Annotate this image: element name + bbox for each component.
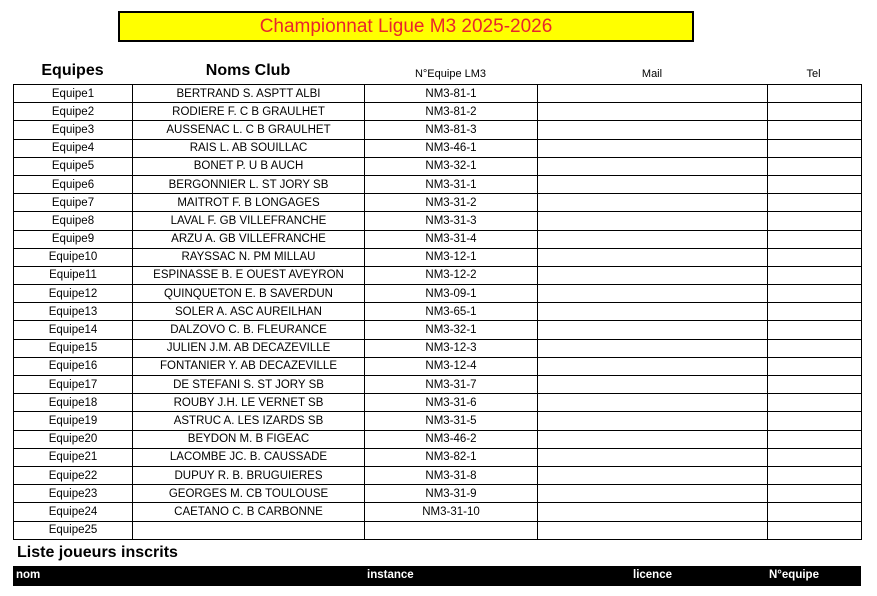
cell-equipe: Equipe18 bbox=[14, 394, 133, 412]
cell-nom: CAETANO C. B CARBONNE bbox=[133, 503, 365, 521]
table-row bbox=[14, 85, 862, 103]
document-title: Championnat Ligue M3 2025-2026 bbox=[118, 11, 694, 42]
header-mail: Mail bbox=[641, 68, 663, 80]
cell-tel bbox=[768, 285, 862, 303]
cell-mail bbox=[538, 521, 768, 539]
joueurs-col-nom: nom bbox=[16, 569, 41, 581]
cell-mail bbox=[538, 448, 768, 466]
header-noms-club: Noms Club bbox=[205, 62, 291, 79]
cell-nom: RAIS L. AB SOUILLAC bbox=[133, 139, 365, 157]
cell-equipe: Equipe17 bbox=[14, 376, 133, 394]
cell-numero: NM3-46-2 bbox=[365, 430, 538, 448]
cell-mail bbox=[538, 285, 768, 303]
cell-mail bbox=[538, 466, 768, 484]
cell-equipe: Equipe24 bbox=[14, 503, 133, 521]
cell-numero: NM3-65-1 bbox=[365, 303, 538, 321]
cell-tel bbox=[768, 503, 862, 521]
cell-numero: NM3-81-2 bbox=[365, 103, 538, 121]
header-equipes: Equipes bbox=[41, 62, 104, 79]
cell-nom: AUSSENAC L. C B GRAULHET bbox=[133, 121, 365, 139]
cell-equipe: Equipe14 bbox=[14, 321, 133, 339]
cell-mail bbox=[538, 503, 768, 521]
cell-numero bbox=[365, 521, 538, 539]
cell-numero: NM3-32-1 bbox=[365, 157, 538, 175]
cell-mail bbox=[538, 103, 768, 121]
table-row bbox=[14, 503, 862, 521]
cell-equipe: Equipe21 bbox=[14, 448, 133, 466]
table-row bbox=[14, 466, 862, 484]
cell-equipe: Equipe1 bbox=[14, 85, 133, 103]
cell-numero: NM3-46-1 bbox=[365, 139, 538, 157]
table-row bbox=[14, 339, 862, 357]
cell-tel bbox=[768, 376, 862, 394]
cell-equipe: Equipe3 bbox=[14, 121, 133, 139]
cell-numero: NM3-31-9 bbox=[365, 485, 538, 503]
cell-equipe: Equipe8 bbox=[14, 212, 133, 230]
cell-nom: RODIERE F. C B GRAULHET bbox=[133, 103, 365, 121]
cell-tel bbox=[768, 412, 862, 430]
cell-equipe: Equipe5 bbox=[14, 157, 133, 175]
cell-nom: DUPUY R. B. BRUGUIERES bbox=[133, 466, 365, 484]
table-row bbox=[14, 376, 862, 394]
cell-mail bbox=[538, 339, 768, 357]
cell-numero: NM3-31-6 bbox=[365, 394, 538, 412]
cell-tel bbox=[768, 103, 862, 121]
cell-equipe: Equipe19 bbox=[14, 412, 133, 430]
table-row bbox=[14, 212, 862, 230]
cell-equipe: Equipe7 bbox=[14, 194, 133, 212]
cell-mail bbox=[538, 85, 768, 103]
teams-table bbox=[13, 84, 862, 540]
cell-tel bbox=[768, 248, 862, 266]
cell-mail bbox=[538, 212, 768, 230]
cell-mail bbox=[538, 430, 768, 448]
cell-nom: BEYDON M. B FIGEAC bbox=[133, 430, 365, 448]
cell-tel bbox=[768, 448, 862, 466]
cell-mail bbox=[538, 321, 768, 339]
cell-numero: NM3-31-10 bbox=[365, 503, 538, 521]
cell-nom: ARZU A. GB VILLEFRANCHE bbox=[133, 230, 365, 248]
cell-equipe: Equipe4 bbox=[14, 139, 133, 157]
table-row bbox=[14, 485, 862, 503]
joueurs-col-nequipe: N°equipe bbox=[769, 569, 819, 581]
cell-numero: NM3-31-3 bbox=[365, 212, 538, 230]
cell-tel bbox=[768, 466, 862, 484]
cell-equipe: Equipe11 bbox=[14, 266, 133, 284]
cell-mail bbox=[538, 412, 768, 430]
cell-nom: MAITROT F. B LONGAGES bbox=[133, 194, 365, 212]
cell-tel bbox=[768, 339, 862, 357]
cell-equipe: Equipe16 bbox=[14, 357, 133, 375]
cell-equipe: Equipe22 bbox=[14, 466, 133, 484]
cell-mail bbox=[538, 175, 768, 193]
cell-tel bbox=[768, 430, 862, 448]
cell-equipe: Equipe13 bbox=[14, 303, 133, 321]
cell-tel bbox=[768, 175, 862, 193]
joueurs-col-licence: licence bbox=[633, 569, 672, 581]
table-row bbox=[14, 430, 862, 448]
cell-nom: SOLER A. ASC AUREILHAN bbox=[133, 303, 365, 321]
cell-nom: JULIEN J.M. AB DECAZEVILLE bbox=[133, 339, 365, 357]
cell-mail bbox=[538, 121, 768, 139]
cell-numero: NM3-09-1 bbox=[365, 285, 538, 303]
joueurs-col-instance: instance bbox=[367, 569, 414, 581]
cell-equipe: Equipe25 bbox=[14, 521, 133, 539]
cell-nom bbox=[133, 521, 365, 539]
table-row bbox=[14, 175, 862, 193]
cell-numero: NM3-12-2 bbox=[365, 266, 538, 284]
cell-nom: ROUBY J.H. LE VERNET SB bbox=[133, 394, 365, 412]
cell-mail bbox=[538, 303, 768, 321]
cell-tel bbox=[768, 303, 862, 321]
table-row bbox=[14, 194, 862, 212]
cell-numero: NM3-31-5 bbox=[365, 412, 538, 430]
cell-mail bbox=[538, 248, 768, 266]
cell-mail bbox=[538, 230, 768, 248]
table-row bbox=[14, 230, 862, 248]
cell-mail bbox=[538, 357, 768, 375]
cell-tel bbox=[768, 357, 862, 375]
joueurs-header-bar bbox=[13, 566, 861, 586]
cell-tel bbox=[768, 194, 862, 212]
cell-numero: NM3-12-4 bbox=[365, 357, 538, 375]
table-row bbox=[14, 303, 862, 321]
table-row bbox=[14, 103, 862, 121]
cell-numero: NM3-31-2 bbox=[365, 194, 538, 212]
cell-nom: DE STEFANI S. ST JORY SB bbox=[133, 376, 365, 394]
cell-tel bbox=[768, 212, 862, 230]
cell-tel bbox=[768, 139, 862, 157]
table-row bbox=[14, 321, 862, 339]
cell-numero: NM3-12-3 bbox=[365, 339, 538, 357]
cell-nom: BONET P. U B AUCH bbox=[133, 157, 365, 175]
cell-nom: ASTRUC A. LES IZARDS SB bbox=[133, 412, 365, 430]
table-row bbox=[14, 248, 862, 266]
cell-numero: NM3-81-3 bbox=[365, 121, 538, 139]
cell-tel bbox=[768, 266, 862, 284]
cell-equipe: Equipe15 bbox=[14, 339, 133, 357]
cell-nom: FONTANIER Y. AB DECAZEVILLE bbox=[133, 357, 365, 375]
table-row bbox=[14, 521, 862, 539]
cell-nom: LACOMBE JC. B. CAUSSADE bbox=[133, 448, 365, 466]
cell-equipe: Equipe10 bbox=[14, 248, 133, 266]
table-row bbox=[14, 357, 862, 375]
table-row bbox=[14, 285, 862, 303]
cell-nom: GEORGES M. CB TOULOUSE bbox=[133, 485, 365, 503]
cell-nom: BERGONNIER L. ST JORY SB bbox=[133, 175, 365, 193]
cell-nom: BERTRAND S. ASPTT ALBI bbox=[133, 85, 365, 103]
cell-mail bbox=[538, 139, 768, 157]
teams-table-body bbox=[14, 85, 862, 540]
table-row bbox=[14, 448, 862, 466]
cell-equipe: Equipe12 bbox=[14, 285, 133, 303]
cell-tel bbox=[768, 394, 862, 412]
cell-tel bbox=[768, 157, 862, 175]
table-row bbox=[14, 121, 862, 139]
cell-numero: NM3-82-1 bbox=[365, 448, 538, 466]
cell-nom: QUINQUETON E. B SAVERDUN bbox=[133, 285, 365, 303]
cell-numero: NM3-81-1 bbox=[365, 85, 538, 103]
cell-tel bbox=[768, 85, 862, 103]
cell-tel bbox=[768, 321, 862, 339]
cell-numero: NM3-31-4 bbox=[365, 230, 538, 248]
header-tel: Tel bbox=[806, 68, 821, 80]
table-row bbox=[14, 394, 862, 412]
cell-equipe: Equipe6 bbox=[14, 175, 133, 193]
cell-mail bbox=[538, 394, 768, 412]
cell-numero: NM3-31-7 bbox=[365, 376, 538, 394]
table-row bbox=[14, 266, 862, 284]
cell-equipe: Equipe20 bbox=[14, 430, 133, 448]
cell-numero: NM3-31-1 bbox=[365, 175, 538, 193]
liste-joueurs-title: Liste joueurs inscrits bbox=[17, 544, 178, 561]
cell-equipe: Equipe2 bbox=[14, 103, 133, 121]
cell-tel bbox=[768, 485, 862, 503]
cell-tel bbox=[768, 521, 862, 539]
table-row bbox=[14, 139, 862, 157]
cell-tel bbox=[768, 230, 862, 248]
cell-mail bbox=[538, 194, 768, 212]
cell-nom: ESPINASSE B. E OUEST AVEYRON bbox=[133, 266, 365, 284]
cell-nom: RAYSSAC N. PM MILLAU bbox=[133, 248, 365, 266]
cell-mail bbox=[538, 485, 768, 503]
cell-nom: LAVAL F. GB VILLEFRANCHE bbox=[133, 212, 365, 230]
cell-equipe: Equipe23 bbox=[14, 485, 133, 503]
cell-numero: NM3-31-8 bbox=[365, 466, 538, 484]
cell-numero: NM3-12-1 bbox=[365, 248, 538, 266]
cell-mail bbox=[538, 157, 768, 175]
cell-equipe: Equipe9 bbox=[14, 230, 133, 248]
cell-mail bbox=[538, 266, 768, 284]
cell-nom: DALZOVO C. B. FLEURANCE bbox=[133, 321, 365, 339]
table-row bbox=[14, 412, 862, 430]
cell-numero: NM3-32-1 bbox=[365, 321, 538, 339]
cell-mail bbox=[538, 376, 768, 394]
table-row bbox=[14, 157, 862, 175]
cell-tel bbox=[768, 121, 862, 139]
header-numero-equipe: N°Equipe LM3 bbox=[414, 68, 487, 80]
